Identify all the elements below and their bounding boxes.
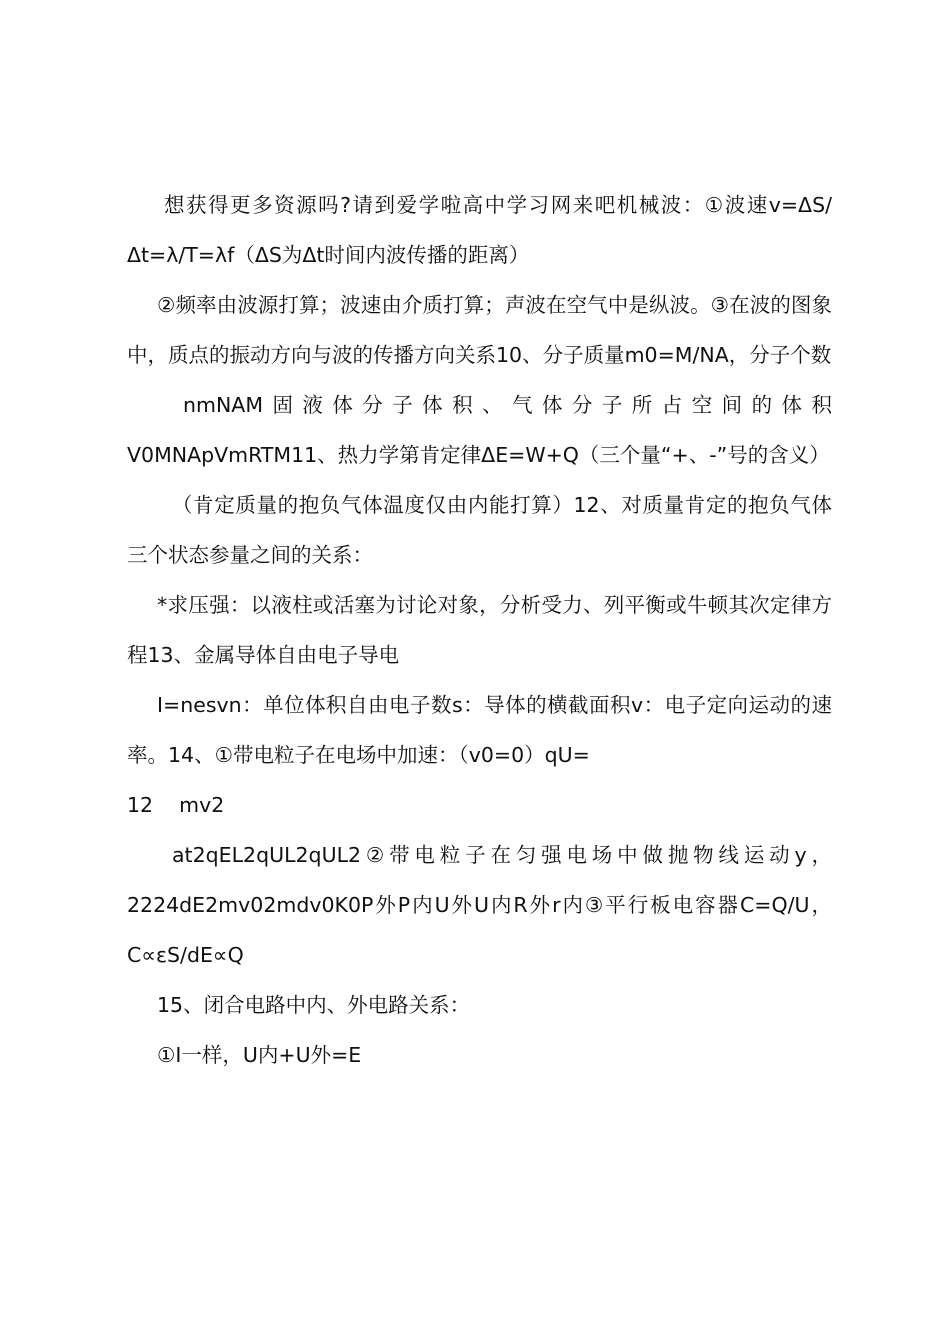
- para-wave-frequency: ②频率由波源打算；波速由介质打算；声波在空气中是纵波。③在波的图象中，质点的振动方向与波的传播方向关系10、分子质量m0=M/NA，分子个数: [127, 293, 832, 367]
- document-body: [127, 180, 832, 1080]
- para-pressure: *求压强：以液柱或活塞为讨论对象，分析受力、列平衡或牛顿其次定律方程13、金属导体自由电子导电: [127, 593, 832, 667]
- para-wave-intro: 想获得更多资源吗?请到爱学啦高中学习网来吧机械波：①波速v=ΔS/Δt=λ/T=λf（ΔS为Δt时间内波传播的距离）: [127, 193, 832, 267]
- para-closed-circuit: 15、闭合电路中内、外电路关系：: [157, 993, 471, 1017]
- para-current: I=nesvn：单位体积自由电子数s：导体的横截面积v：电子定向运动的速率。14、①带电粒子在电场中加速：（v0=0）qU=: [127, 693, 832, 767]
- para-molecule-volume: nmNAM固液体分子体积、气体分子所占空间的体积V0MNApVmRTM11、热力学第肯定律ΔE=W+Q（三个量“+、-”号的含义）: [127, 393, 832, 467]
- para-ideal-gas: （肯定质量的抱负气体温度仅由内能打算）12、对质量肯定的抱负气体三个状态参量之间的关系：: [127, 493, 832, 567]
- para-current-same: ①I一样，U内+U外=E: [157, 1043, 362, 1067]
- para-kinetic-energy: 12 mv2: [127, 793, 225, 817]
- para-parabolic: at2qEL2qUL2qUL2②带电粒子在匀强电场中做抛物线运动y，2224dE2mv02mdv0K0P外P内U外U内R外r内③平行板电容器C=Q/U，C∝εS/dE∝Q: [127, 843, 832, 967]
